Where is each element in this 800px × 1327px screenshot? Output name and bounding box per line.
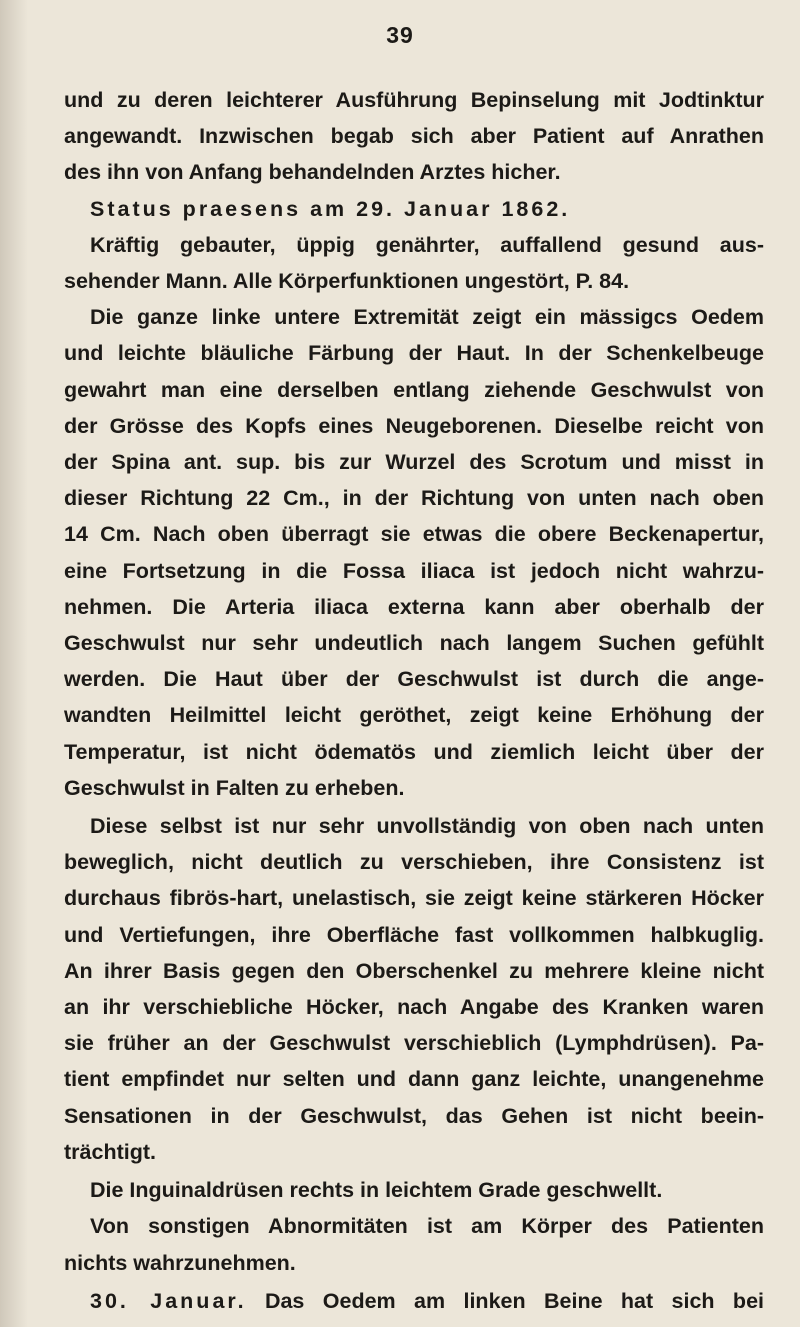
text-line: angewandt. Inzwischen begab sich aber Patient auf Anrathen [64,124,764,149]
text-line: Temperatur, ist nicht ödematös und ziemlich leicht über der [64,739,764,764]
text-line: sehender Mann. Alle Körperfunktionen ungestört, P. 84. [64,269,630,294]
text-line: Die ganze linke untere Extremität zeigt ein mässigcs Oedem [90,305,764,330]
date-heading: 30. Januar. [90,1288,247,1313]
page-edge-shadow [0,0,28,1327]
text-line: sie früher an der Geschwulst verschieblich (Lymphdrüsen). Pa- [64,1031,764,1056]
text-line: Diese selbst ist nur sehr unvollständig von oben nach unten [90,814,764,839]
text-line: und leichte bläuliche Färbung der Haut. In der Schenkelbeuge [64,341,764,366]
text-line: Das Oedem am linken Beine hat sich bei [264,1288,764,1313]
text-line: gewahrt man eine derselben entlang ziehende Geschwulst von [64,377,764,402]
text-line: des ihn von Anfang behandelnden Arztes hicher. [64,160,561,185]
text-line: trächtigt. [64,1139,156,1164]
text-line: An ihrer Basis gegen den Oberschenkel zu mehrere kleine nicht [64,958,764,983]
text-line: Kräftig gebauter, üppig genährter, auffallend gesund aus- [90,232,764,257]
text-line: der Spina ant. sup. bis zur Wurzel des Scrotum und misst in [64,450,764,475]
text-line: tient empfindet nur selten und dann ganz leichte, unangenehme [64,1067,764,1092]
text-line: an ihr verschiebliche Höcker, nach Angabe des Kranken waren [64,995,764,1020]
status-heading: Status praesens am 29. Januar 1862. [90,196,571,221]
text-line: Sensationen in der Geschwulst, das Gehen ist nicht beein- [64,1103,764,1128]
text-line: nichts wahrzunehmen. [64,1250,296,1275]
document-body [64,82,764,1319]
text-line: Von sonstigen Abnormitäten ist am Körper des Patienten [90,1214,764,1239]
text-line: Die Inguinaldrüsen rechts in leichtem Grade geschwellt. [90,1178,663,1203]
page-number: 39 [386,22,414,48]
text-line: nehmen. Die Arteria iliaca externa kann aber oberhalb der [64,594,764,619]
text-line: Geschwulst in Falten zu erheben. [64,775,405,800]
text-line: wandten Heilmittel leicht geröthet, zeigt keine Erhöhung der [64,703,764,728]
text-line: Geschwulst nur sehr undeutlich nach langem Suchen gefühlt [64,631,764,656]
last-text-line [64,1283,764,1319]
text-line: werden. Die Haut über der Geschwulst ist durch die ange- [64,667,764,692]
text-line: der Grösse des Kopfs eines Neugeborenen. Dieselbe reicht von [64,413,764,438]
text-line: 14 Cm. Nach oben überragt sie etwas die obere Beckenapertur, [64,522,764,547]
text-line: und Vertiefungen, ihre Oberfläche fast vollkommen halbkuglig. [64,922,764,947]
text-line: durchaus fibrös-hart, unelastisch, sie zeigt keine stärkeren Höcker [64,886,764,911]
text-line: beweglich, nicht deutlich zu verschieben, ihre Consistenz ist [64,850,764,875]
text-line: und zu deren leichterer Ausführung Bepinselung mit Jodtinktur [64,88,764,112]
text-line: eine Fortsetzung in die Fossa iliaca ist jedoch nicht wahrzu- [64,558,764,583]
text-line: dieser Richtung 22 Cm., in der Richtung von unten nach oben [64,486,764,511]
